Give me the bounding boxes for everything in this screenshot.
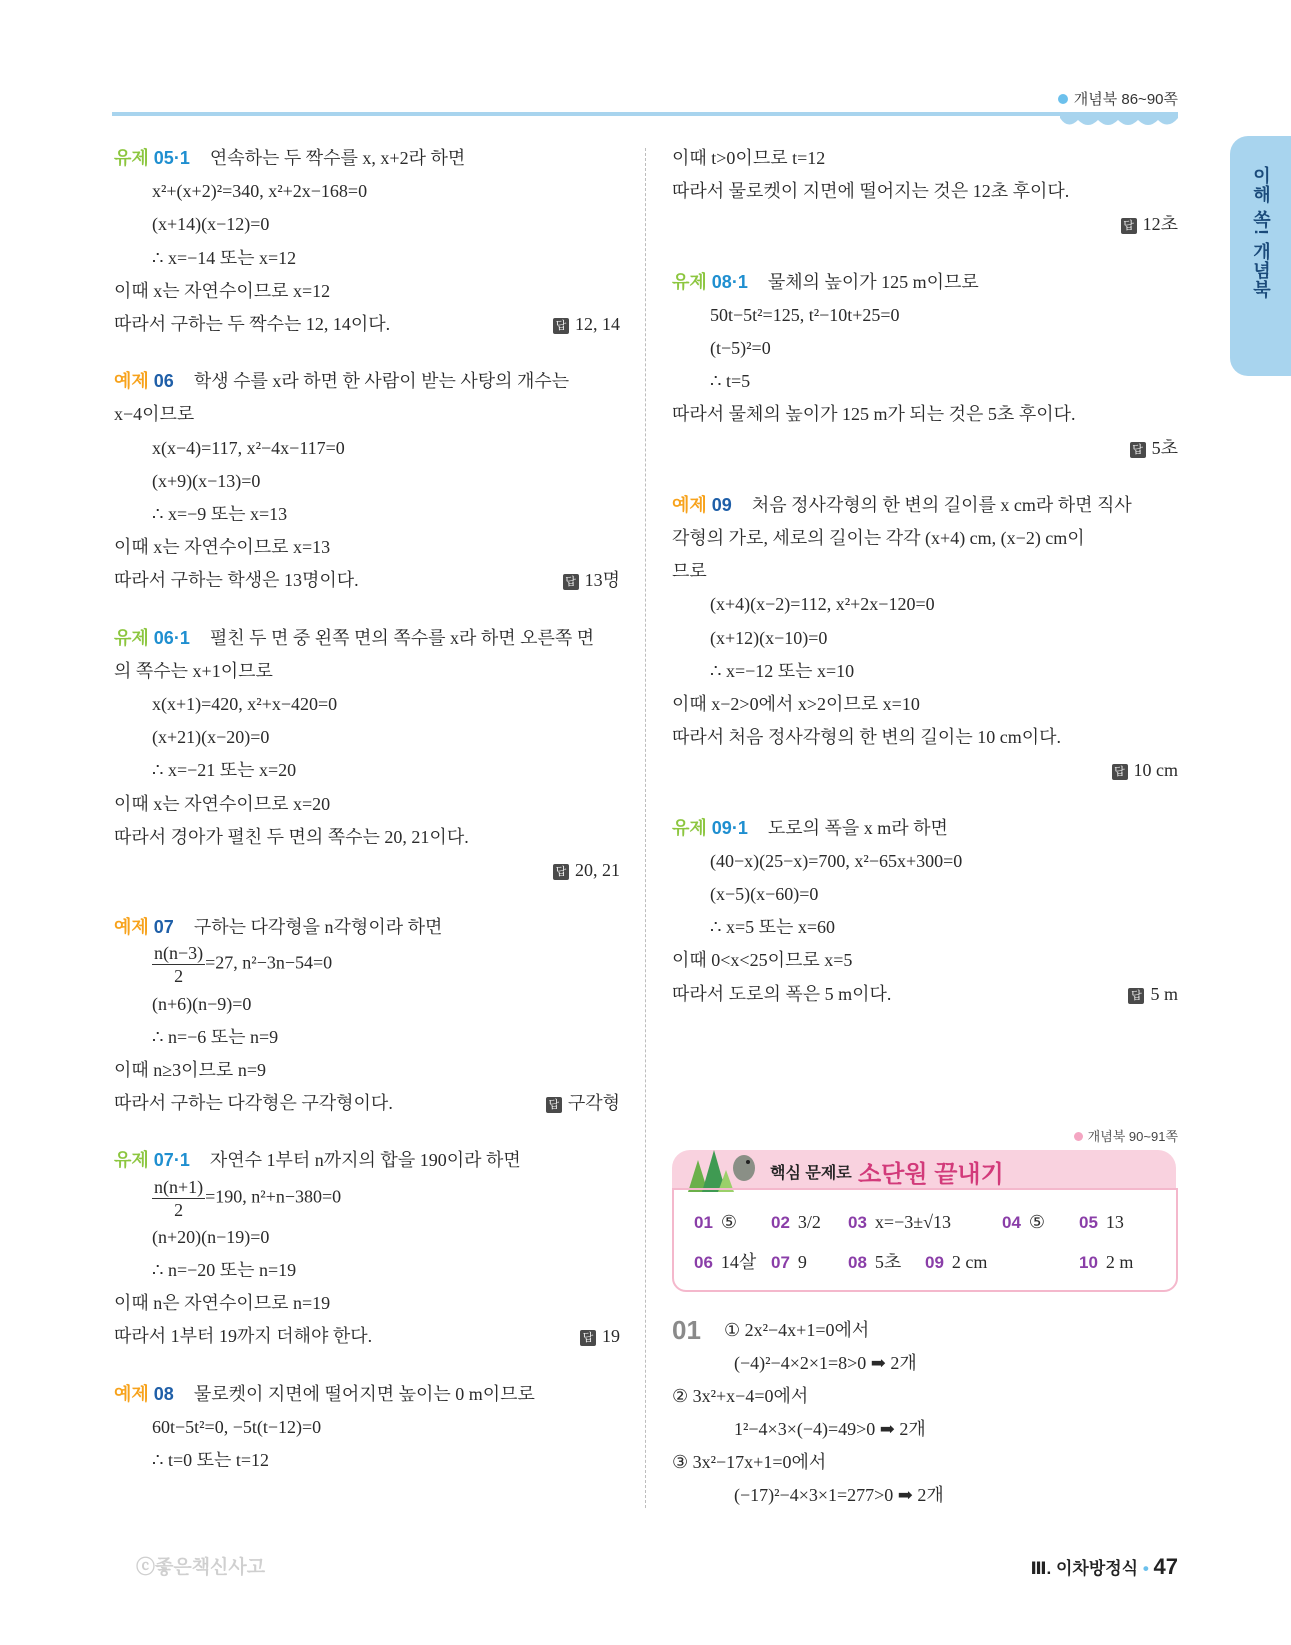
summary-answer — [771, 1250, 807, 1275]
problem-statement: 자연수 1부터 n까지의 합을 190이라 하면 — [209, 1150, 521, 1171]
summary-answer-value: 3/2 — [797, 1212, 821, 1232]
problem-tag — [672, 818, 748, 838]
page-number: 47 — [1153, 1554, 1178, 1579]
answer-icon: 답 — [1112, 764, 1128, 780]
q01-line: 1²−4×3×(−4)=49>0 ➡ 2개 — [734, 1419, 926, 1439]
problem-tag-number: 08 — [153, 1383, 174, 1404]
solution-line: (x−5)(x−60)=0 — [710, 884, 819, 904]
solution-line: 이때 t>0이므로 t=12 — [672, 148, 826, 168]
summary-ref: 개념북 90~91쪽 — [1074, 1126, 1178, 1145]
answer-box — [563, 568, 620, 592]
problem-tag-kind: 예제 — [114, 371, 149, 392]
summary-problem-number: 04 — [1002, 1213, 1021, 1232]
problem-tag-number: 06·1 — [153, 627, 190, 648]
fraction-numerator: n(n+1) — [154, 1176, 204, 1197]
problem-tag-kind: 예제 — [114, 917, 149, 938]
q01-line: ② 3x²+x−4=0에서 — [672, 1386, 809, 1406]
problem-heading — [114, 626, 594, 650]
solution-line: 이때 n≥3이므로 n=9 — [114, 1060, 266, 1080]
solution-line: 각형의 가로, 세로의 길이는 각각 (x+4) cm, (x−2) cm이 — [672, 528, 1085, 548]
solution-line: 이때 x는 자연수이므로 x=12 — [114, 280, 331, 301]
solution-line: 이때 x−2>0에서 x>2이므로 x=10 — [672, 694, 920, 714]
solution-line: 이때 n은 자연수이므로 n=19 — [114, 1293, 331, 1314]
solution-line: ∴ x=−9 또는 x=13 — [152, 504, 288, 524]
answer-icon: 답 — [553, 864, 569, 880]
problem-tag-number: 05·1 — [153, 148, 190, 168]
problem-heading — [114, 369, 569, 393]
summary-answer — [1079, 1210, 1124, 1235]
solution-line: 따라서 구하는 다각형은 구각형이다. — [114, 1093, 393, 1114]
summary-answer-value: 5초 — [874, 1252, 902, 1272]
solution-line: 따라서 물로켓이 지면에 떨어지는 것은 12초 후이다. — [672, 181, 1070, 202]
solution-line: 60t−5t²=0, −5t(t−12)=0 — [152, 1416, 322, 1437]
q01-number: 01 — [672, 1315, 701, 1345]
solution-line: ∴ x=−12 또는 x=10 — [710, 660, 855, 681]
solution-line: 따라서 처음 정사각형의 한 변의 길이는 10 cm이다. — [672, 727, 1061, 748]
header-dot-icon — [1058, 94, 1068, 104]
solution-line: x(x−4)=117, x²−4x−117=0 — [152, 437, 345, 458]
problem-tag-number: 08·1 — [711, 271, 748, 292]
header-wave — [1060, 112, 1178, 130]
solution-line: ∴ x=−14 또는 x=12 — [152, 247, 297, 268]
problem-tag — [114, 148, 190, 168]
fraction-numerator: n(n−3) — [154, 943, 204, 964]
problem-tag — [114, 1384, 174, 1404]
problem-tag-kind: 유제 — [672, 817, 707, 838]
problem-tag-number: 09 — [711, 494, 732, 515]
q01-line: ① 2x²−4x+1=0에서 — [724, 1320, 870, 1340]
header-ref: 개념북 86~90쪽 — [1058, 88, 1178, 109]
problem-statement: 처음 정사각형의 한 변의 길이를 x cm라 하면 직사 — [751, 494, 1132, 515]
publisher-mark: ⓒ좋은책신사고 — [136, 1557, 266, 1578]
answer-value: 5 m — [1150, 983, 1178, 1004]
problem-tag — [114, 917, 174, 937]
solution-line: x−4이므로 — [114, 404, 195, 425]
solution-line: 므로 — [672, 561, 707, 582]
summary-problem-number: 07 — [771, 1253, 790, 1272]
solution-line: 따라서 도로의 폭은 5 m이다. — [672, 983, 892, 1004]
problem-tag-kind: 예제 — [672, 494, 707, 515]
problem-heading — [672, 816, 948, 840]
problem-statement: 학생 수를 x라 하면 한 사람이 받는 사탕의 개수는 — [193, 371, 570, 392]
problem-statement: 도로의 폭을 x m라 하면 — [767, 817, 948, 838]
header-rule — [112, 112, 1178, 116]
solution-line: (x+9)(x−13)=0 — [152, 470, 261, 491]
answer-icon: 답 — [546, 1097, 562, 1113]
problem-statement: 물체의 높이가 125 m이므로 — [767, 271, 979, 292]
summary-answer — [848, 1210, 951, 1235]
solution-line: x²+(x+2)²=340, x²+2x−168=0 — [152, 181, 368, 202]
side-tab[interactable] — [1230, 136, 1291, 376]
problem-tag — [114, 628, 190, 648]
solution-line: (x+14)(x−12)=0 — [152, 214, 270, 235]
answer-value: 5초 — [1151, 437, 1178, 458]
q01-line: ③ 3x²−17x+1=0에서 — [672, 1452, 827, 1472]
answer-box — [553, 312, 620, 336]
problem-heading — [114, 915, 442, 939]
solution-line: ∴ x=5 또는 x=60 — [710, 917, 836, 938]
summary-answer-value: 2 cm — [951, 1252, 988, 1272]
summary-answer — [694, 1210, 737, 1235]
solution-line: (n+20)(n−19)=0 — [152, 1226, 270, 1247]
summary-answer-value: 2 m — [1105, 1252, 1134, 1272]
answer-value: 12, 14 — [575, 314, 620, 334]
problem-tag-number: 06 — [153, 371, 174, 392]
problem-tag — [114, 1150, 190, 1170]
q01-line: (−17)²−4×3×1=277>0 ➡ 2개 — [734, 1485, 944, 1505]
summary-dot-icon — [1074, 1132, 1083, 1141]
side-tab-label: 이해 쏙! 개념북 — [1251, 166, 1271, 299]
summary-problem-number: 10 — [1079, 1253, 1098, 1272]
problem-heading — [114, 1382, 535, 1406]
problem-statement: 펼친 두 면 중 왼쪽 면의 쪽수를 x라 하면 오른쪽 면 — [209, 627, 595, 648]
solution-line: ∴ t=5 — [710, 371, 751, 392]
footer-bullet: • — [1142, 1559, 1149, 1578]
solution-line: ∴ n=−20 또는 n=19 — [152, 1260, 297, 1280]
solution-line: 이때 x는 자연수이므로 x=20 — [114, 793, 331, 814]
solution-line: 따라서 구하는 학생은 13명이다. — [114, 570, 359, 591]
fraction — [152, 942, 205, 987]
solution-line — [152, 942, 332, 987]
problem-tag-number: 07·1 — [153, 1150, 190, 1171]
solution-line: (40−x)(25−x)=700, x²−65x+300=0 — [710, 850, 963, 871]
summary-banner-small: 핵심 문제로 — [770, 1165, 852, 1182]
answer-box — [580, 1324, 620, 1348]
summary-answer-value: 13 — [1105, 1212, 1124, 1232]
answer-icon: 답 — [1130, 442, 1146, 458]
answer-value: 20, 21 — [575, 860, 620, 880]
equation-text: =190, n²+n−380=0 — [205, 1186, 342, 1207]
answer-value: 19 — [602, 1326, 620, 1347]
problem-tag — [672, 272, 748, 292]
solution-line: 따라서 경아가 펼친 두 면의 쪽수는 20, 21이다. — [114, 826, 469, 847]
summary-problem-number: 09 — [925, 1253, 944, 1272]
summary-problem-number: 06 — [694, 1253, 713, 1272]
footer-chapter: Ⅲ. 이차방정식 • 47 — [1030, 1554, 1178, 1579]
summary-answer — [848, 1250, 901, 1275]
summary-answer-value: 9 — [797, 1252, 807, 1272]
answer-icon: 답 — [1121, 218, 1137, 234]
solution-line: (x+21)(x−20)=0 — [152, 727, 270, 748]
summary-box — [672, 1188, 1178, 1292]
answer-icon: 답 — [553, 318, 569, 334]
solution-line — [152, 1176, 341, 1221]
summary-answer-value: 14살 — [720, 1252, 757, 1272]
problem-tag — [114, 371, 174, 391]
solution-line: 이때 0<x<25이므로 x=5 — [672, 950, 853, 971]
fraction-denominator: 2 — [174, 966, 184, 987]
problem-tag-kind: 예제 — [114, 1383, 149, 1404]
problem-statement: 연속하는 두 짝수를 x, x+2라 하면 — [209, 148, 466, 168]
solution-line: (x+4)(x−2)=112, x²+2x−120=0 — [710, 594, 935, 615]
fraction-denominator: 2 — [174, 1199, 184, 1220]
problem-heading — [672, 270, 979, 294]
solution-line: ∴ t=0 또는 t=12 — [152, 1450, 270, 1470]
answer-icon: 답 — [580, 1330, 596, 1346]
problem-tag-number: 07 — [153, 917, 174, 938]
summary-problem-number: 02 — [771, 1213, 790, 1232]
problem-tag-kind: 유제 — [114, 627, 149, 648]
solution-line: ∴ n=−6 또는 n=9 — [152, 1026, 279, 1047]
problem-tag-kind: 유제 — [672, 271, 707, 292]
answer-box — [1121, 212, 1178, 236]
solution-line: 따라서 구하는 두 짝수는 12, 14이다. — [114, 314, 391, 334]
fraction — [152, 1176, 205, 1221]
solution-line: (t−5)²=0 — [710, 338, 771, 358]
equation-text: =27, n²−3n−54=0 — [205, 953, 333, 974]
answer-box — [1128, 982, 1178, 1006]
solution-line: x(x+1)=420, x²+x−420=0 — [152, 694, 338, 714]
solution-line: 따라서 물체의 높이가 125 m가 되는 것은 5초 후이다. — [672, 404, 1076, 425]
summary-answer — [771, 1210, 821, 1235]
q01-line: (−4)²−4×2×1=8>0 ➡ 2개 — [734, 1353, 917, 1373]
summary-problem-number: 01 — [694, 1213, 713, 1232]
answer-box — [546, 1091, 620, 1115]
solution-line: ∴ x=−21 또는 x=20 — [152, 760, 297, 781]
solution-line: 50t−5t²=125, t²−10t+25=0 — [710, 304, 900, 325]
answer-box — [1130, 436, 1178, 460]
problem-statement: 구하는 다각형을 n각형이라 하면 — [193, 917, 443, 938]
problem-tag-number: 09·1 — [711, 817, 748, 838]
problem-heading — [114, 1148, 521, 1172]
solution-line: 따라서 1부터 19까지 더해야 한다. — [114, 1326, 373, 1347]
summary-banner-big: 소단원 끝내기 — [858, 1161, 1004, 1188]
summary-problem-number: 03 — [848, 1213, 867, 1232]
summary-answer — [694, 1250, 756, 1275]
solution-line: (n+6)(n−9)=0 — [152, 993, 252, 1014]
summary-answer-value: ⑤ — [1028, 1212, 1046, 1232]
summary-answer-value: ⑤ — [720, 1212, 738, 1232]
answer-icon: 답 — [563, 574, 579, 590]
solution-line: 의 쪽수는 x+1이므로 — [114, 660, 273, 681]
problem-heading — [114, 146, 465, 170]
answer-value: 13명 — [584, 570, 620, 591]
solution-line: (x+12)(x−10)=0 — [710, 627, 828, 648]
problem-tag — [672, 495, 732, 515]
summary-answer — [1002, 1210, 1045, 1235]
answer-value: 10 cm — [1133, 760, 1178, 781]
summary-problem-number: 08 — [848, 1253, 867, 1272]
answer-box — [1112, 758, 1179, 782]
summary-answer — [925, 1250, 987, 1275]
answer-value: 12초 — [1142, 214, 1178, 235]
answer-icon: 답 — [1128, 988, 1144, 1004]
problem-statement: 물로켓이 지면에 떨어지면 높이는 0 m이므로 — [193, 1383, 535, 1404]
column-divider — [645, 148, 646, 1508]
summary-answer-value: x=−3±√13 — [874, 1212, 951, 1232]
problem-tag-kind: 유제 — [114, 148, 149, 168]
summary-answer — [1079, 1250, 1133, 1275]
summary-problem-number: 05 — [1079, 1213, 1098, 1232]
solution-line: 이때 x는 자연수이므로 x=13 — [114, 537, 331, 558]
problem-heading — [672, 493, 1132, 517]
answer-value: 구각형 — [567, 1093, 620, 1114]
problem-tag-kind: 유제 — [114, 1150, 149, 1171]
answer-box — [553, 858, 620, 882]
